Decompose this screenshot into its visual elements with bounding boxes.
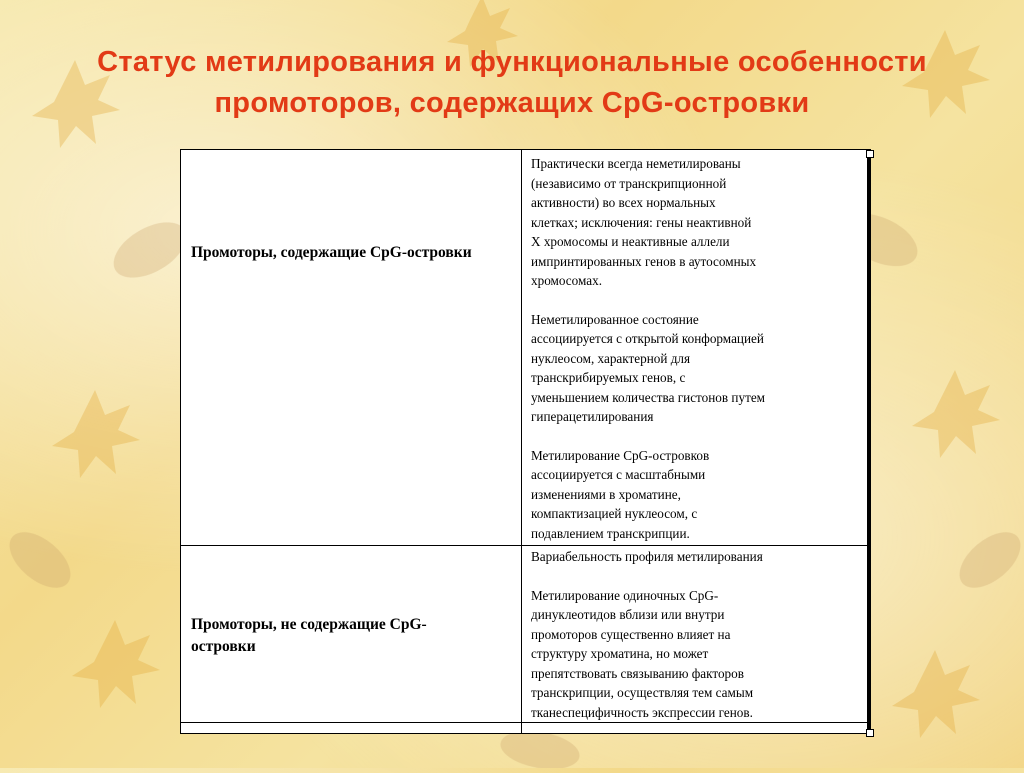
- row-1-label: Промоторы, содержащие CpG-островки: [191, 244, 472, 261]
- table-corner-marker: [866, 150, 874, 158]
- row-1-paragraph-2: Неметилированное состояние ассоциируется с открытой конформацией нуклеосом, характерной для транскрибируемых генов, с уменьшением количества гистонов путем гиперацетилирования: [531, 311, 766, 424]
- row-2-label: Промоторы, не содержащие CpG-островки: [191, 616, 427, 655]
- row-1-description: [531, 154, 861, 543]
- column-divider: [521, 150, 522, 733]
- table-corner-marker-bottom: [866, 729, 874, 737]
- table-bottom-line: [181, 722, 867, 723]
- row-divider: [181, 545, 867, 546]
- row-2-paragraph-2: Метилирование одиночных CpG- динуклеотидов вблизи или внутри промоторов существенно влияет на структуру хроматина, но может препятствовать связыванию факторов транскрипции, осуществляя тем самым тканеспецифичность экспрессии генов.: [531, 587, 754, 720]
- row-1-paragraph-3: Метилирование CpG-островков ассоциируется с масштабными изменениями в хроматине, компактизацией нуклеосом, с подавлением транскрипции.: [531, 447, 710, 541]
- slide-title: [0, 42, 1024, 124]
- row-2-paragraph-1: Вариабельность профиля метилирования: [531, 549, 763, 564]
- row-1-paragraph-1: Практически всегда неметилированы (независимо от транскрипционной активности) во всех нормальных клетках; исключения: гены неактивной X хромосомы и неактивные аллели импринтированных генов в аутосомных хромосомах.: [531, 156, 757, 288]
- slide-title-line-2: промоторов, содержащих CpG-островки: [214, 87, 810, 119]
- comparison-table: [180, 149, 868, 734]
- row-2-description: [531, 547, 861, 722]
- slide-title-line-1: Статус метилирования и функциональные особенности: [97, 46, 927, 78]
